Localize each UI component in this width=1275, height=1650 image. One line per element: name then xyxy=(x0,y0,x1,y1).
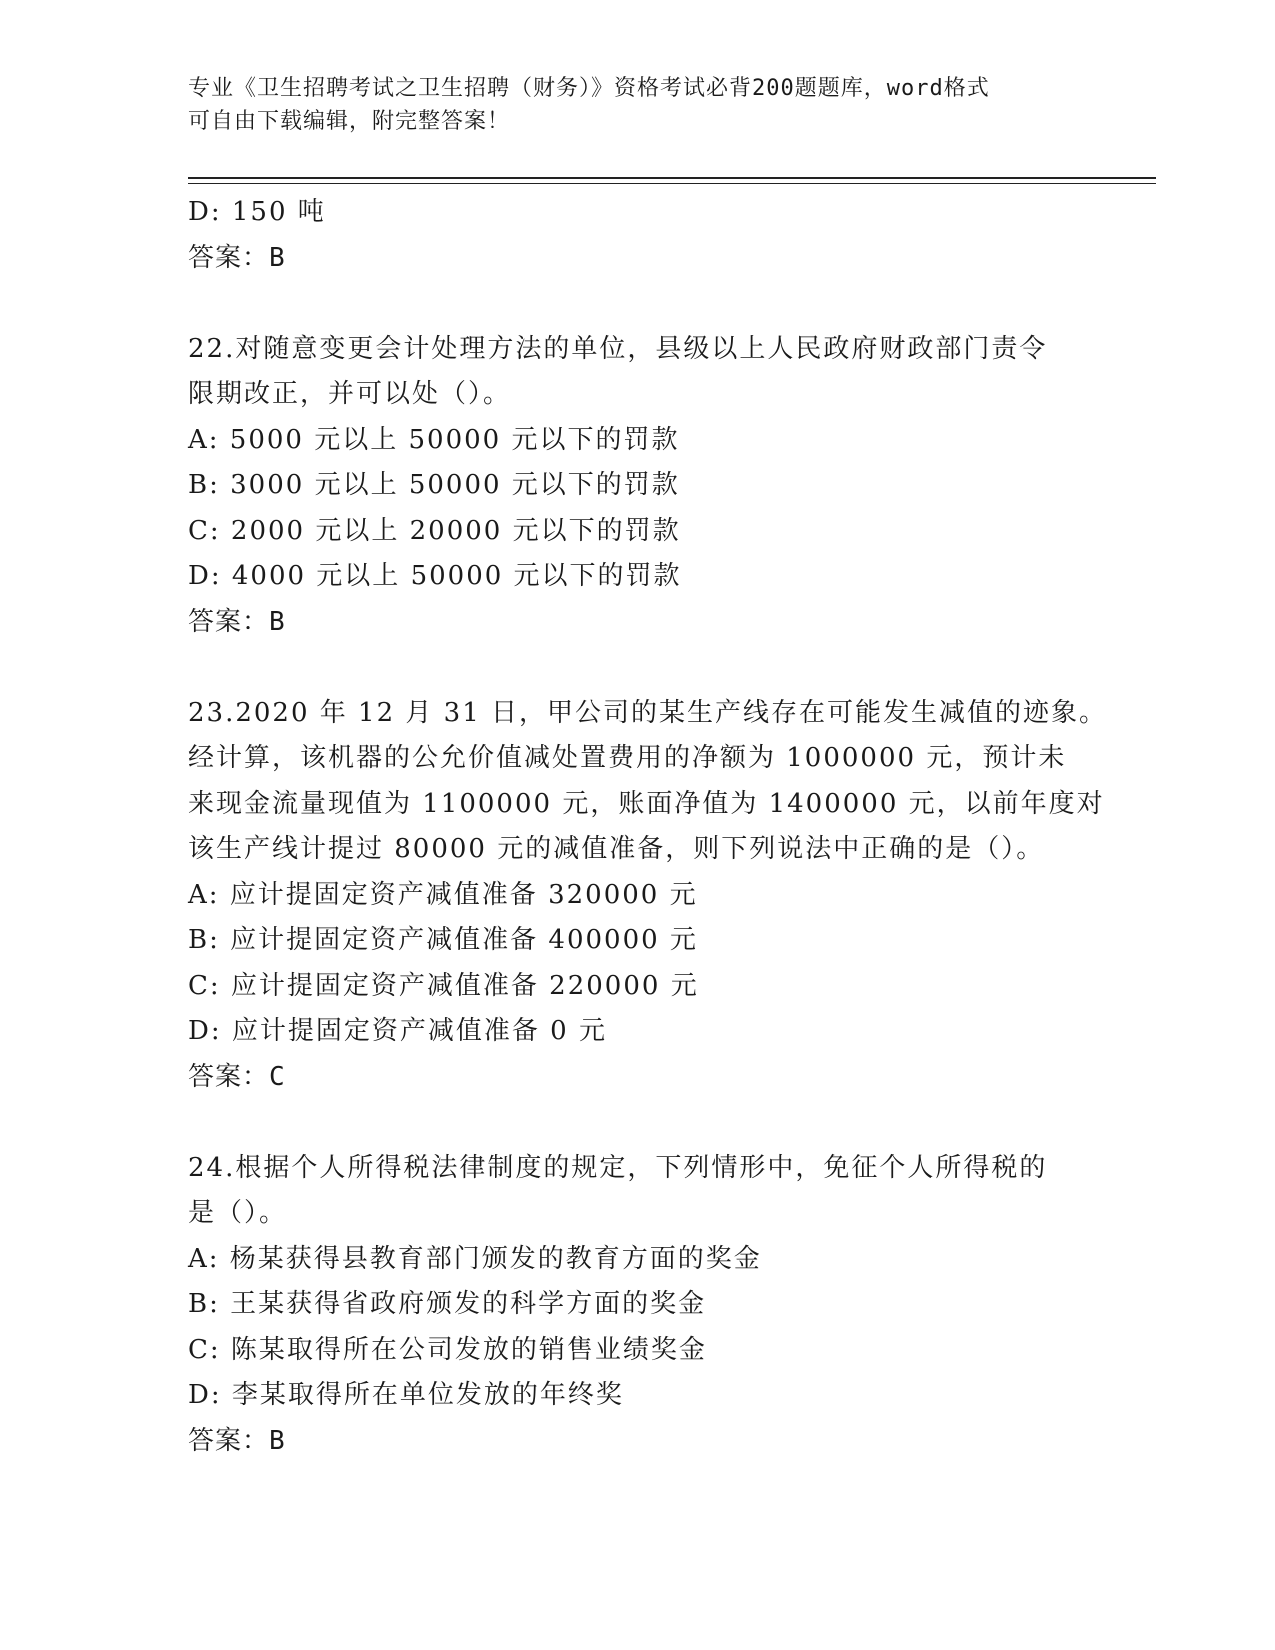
option-d: D: 李某取得所在单位发放的年终奖 xyxy=(188,1380,624,1410)
question-22 xyxy=(188,327,1088,646)
header-title-line2: 可自由下载编辑，附完整答案！ xyxy=(188,109,511,134)
spacer xyxy=(188,1100,1088,1146)
option-b: B: 3000 元以上 50000 元以下的罚款 xyxy=(188,470,680,500)
header-title-line1: 专业《卫生招聘考试之卫生招聘（财务）》资格考试必背200题题库，word格式 xyxy=(188,76,990,101)
question-stem: 是（）。 xyxy=(188,1198,288,1228)
answer: 答案：C xyxy=(188,1061,286,1092)
question-21-tail xyxy=(188,190,1088,281)
header-divider-thin xyxy=(188,183,1156,184)
header-divider-thick xyxy=(188,177,1156,179)
document-body xyxy=(188,190,1108,1464)
question-24 xyxy=(188,1146,1088,1465)
document-header xyxy=(188,72,1088,138)
question-stem: 23.2020 年 12 月 31 日，甲公司的某生产线存在可能发生减值的迹象。 xyxy=(188,697,1108,728)
question-23 xyxy=(188,691,1108,1101)
question-stem: 经计算，该机器的公允价值减处置费用的净额为 1000000 元，预计未 xyxy=(188,743,1067,773)
spacer xyxy=(188,645,1088,691)
question-stem: 22.对随意变更会计处理方法的单位，县级以上人民政府财政部门责令 xyxy=(188,333,1048,364)
option-b: B: 应计提固定资产减值准备 400000 元 xyxy=(188,925,698,955)
question-stem: 限期改正，并可以处（）。 xyxy=(188,379,512,409)
question-stem: 来现金流量现值为 1100000 元，账面净值为 1400000 元，以前年度对 xyxy=(188,788,1105,819)
option-a: A: 5000 元以上 50000 元以下的罚款 xyxy=(188,424,680,455)
option-d: D: 4000 元以上 50000 元以下的罚款 xyxy=(188,561,682,591)
answer: 答案：B xyxy=(188,242,286,273)
option-a: A: 杨某获得县教育部门颁发的教育方面的奖金 xyxy=(188,1243,762,1274)
spacer xyxy=(188,281,1088,327)
option-c: C: 陈某取得所在公司发放的销售业绩奖金 xyxy=(188,1334,707,1365)
option-b: B: 王某获得省政府颁发的科学方面的奖金 xyxy=(188,1289,707,1319)
option-d: D: 应计提固定资产减值准备 0 元 xyxy=(188,1016,607,1046)
option-c: C: 应计提固定资产减值准备 220000 元 xyxy=(188,970,699,1001)
option-d: D: 150 吨 xyxy=(188,197,326,227)
answer: 答案：B xyxy=(188,1425,286,1456)
option-a: A: 应计提固定资产减值准备 320000 元 xyxy=(188,879,698,910)
answer: 答案：B xyxy=(188,606,286,637)
question-stem: 24.根据个人所得税法律制度的规定，下列情形中，免征个人所得税的 xyxy=(188,1152,1048,1183)
question-stem: 该生产线计提过 80000 元的减值准备，则下列说法中正确的是（）。 xyxy=(188,834,1045,864)
option-c: C: 2000 元以上 20000 元以下的罚款 xyxy=(188,515,681,546)
